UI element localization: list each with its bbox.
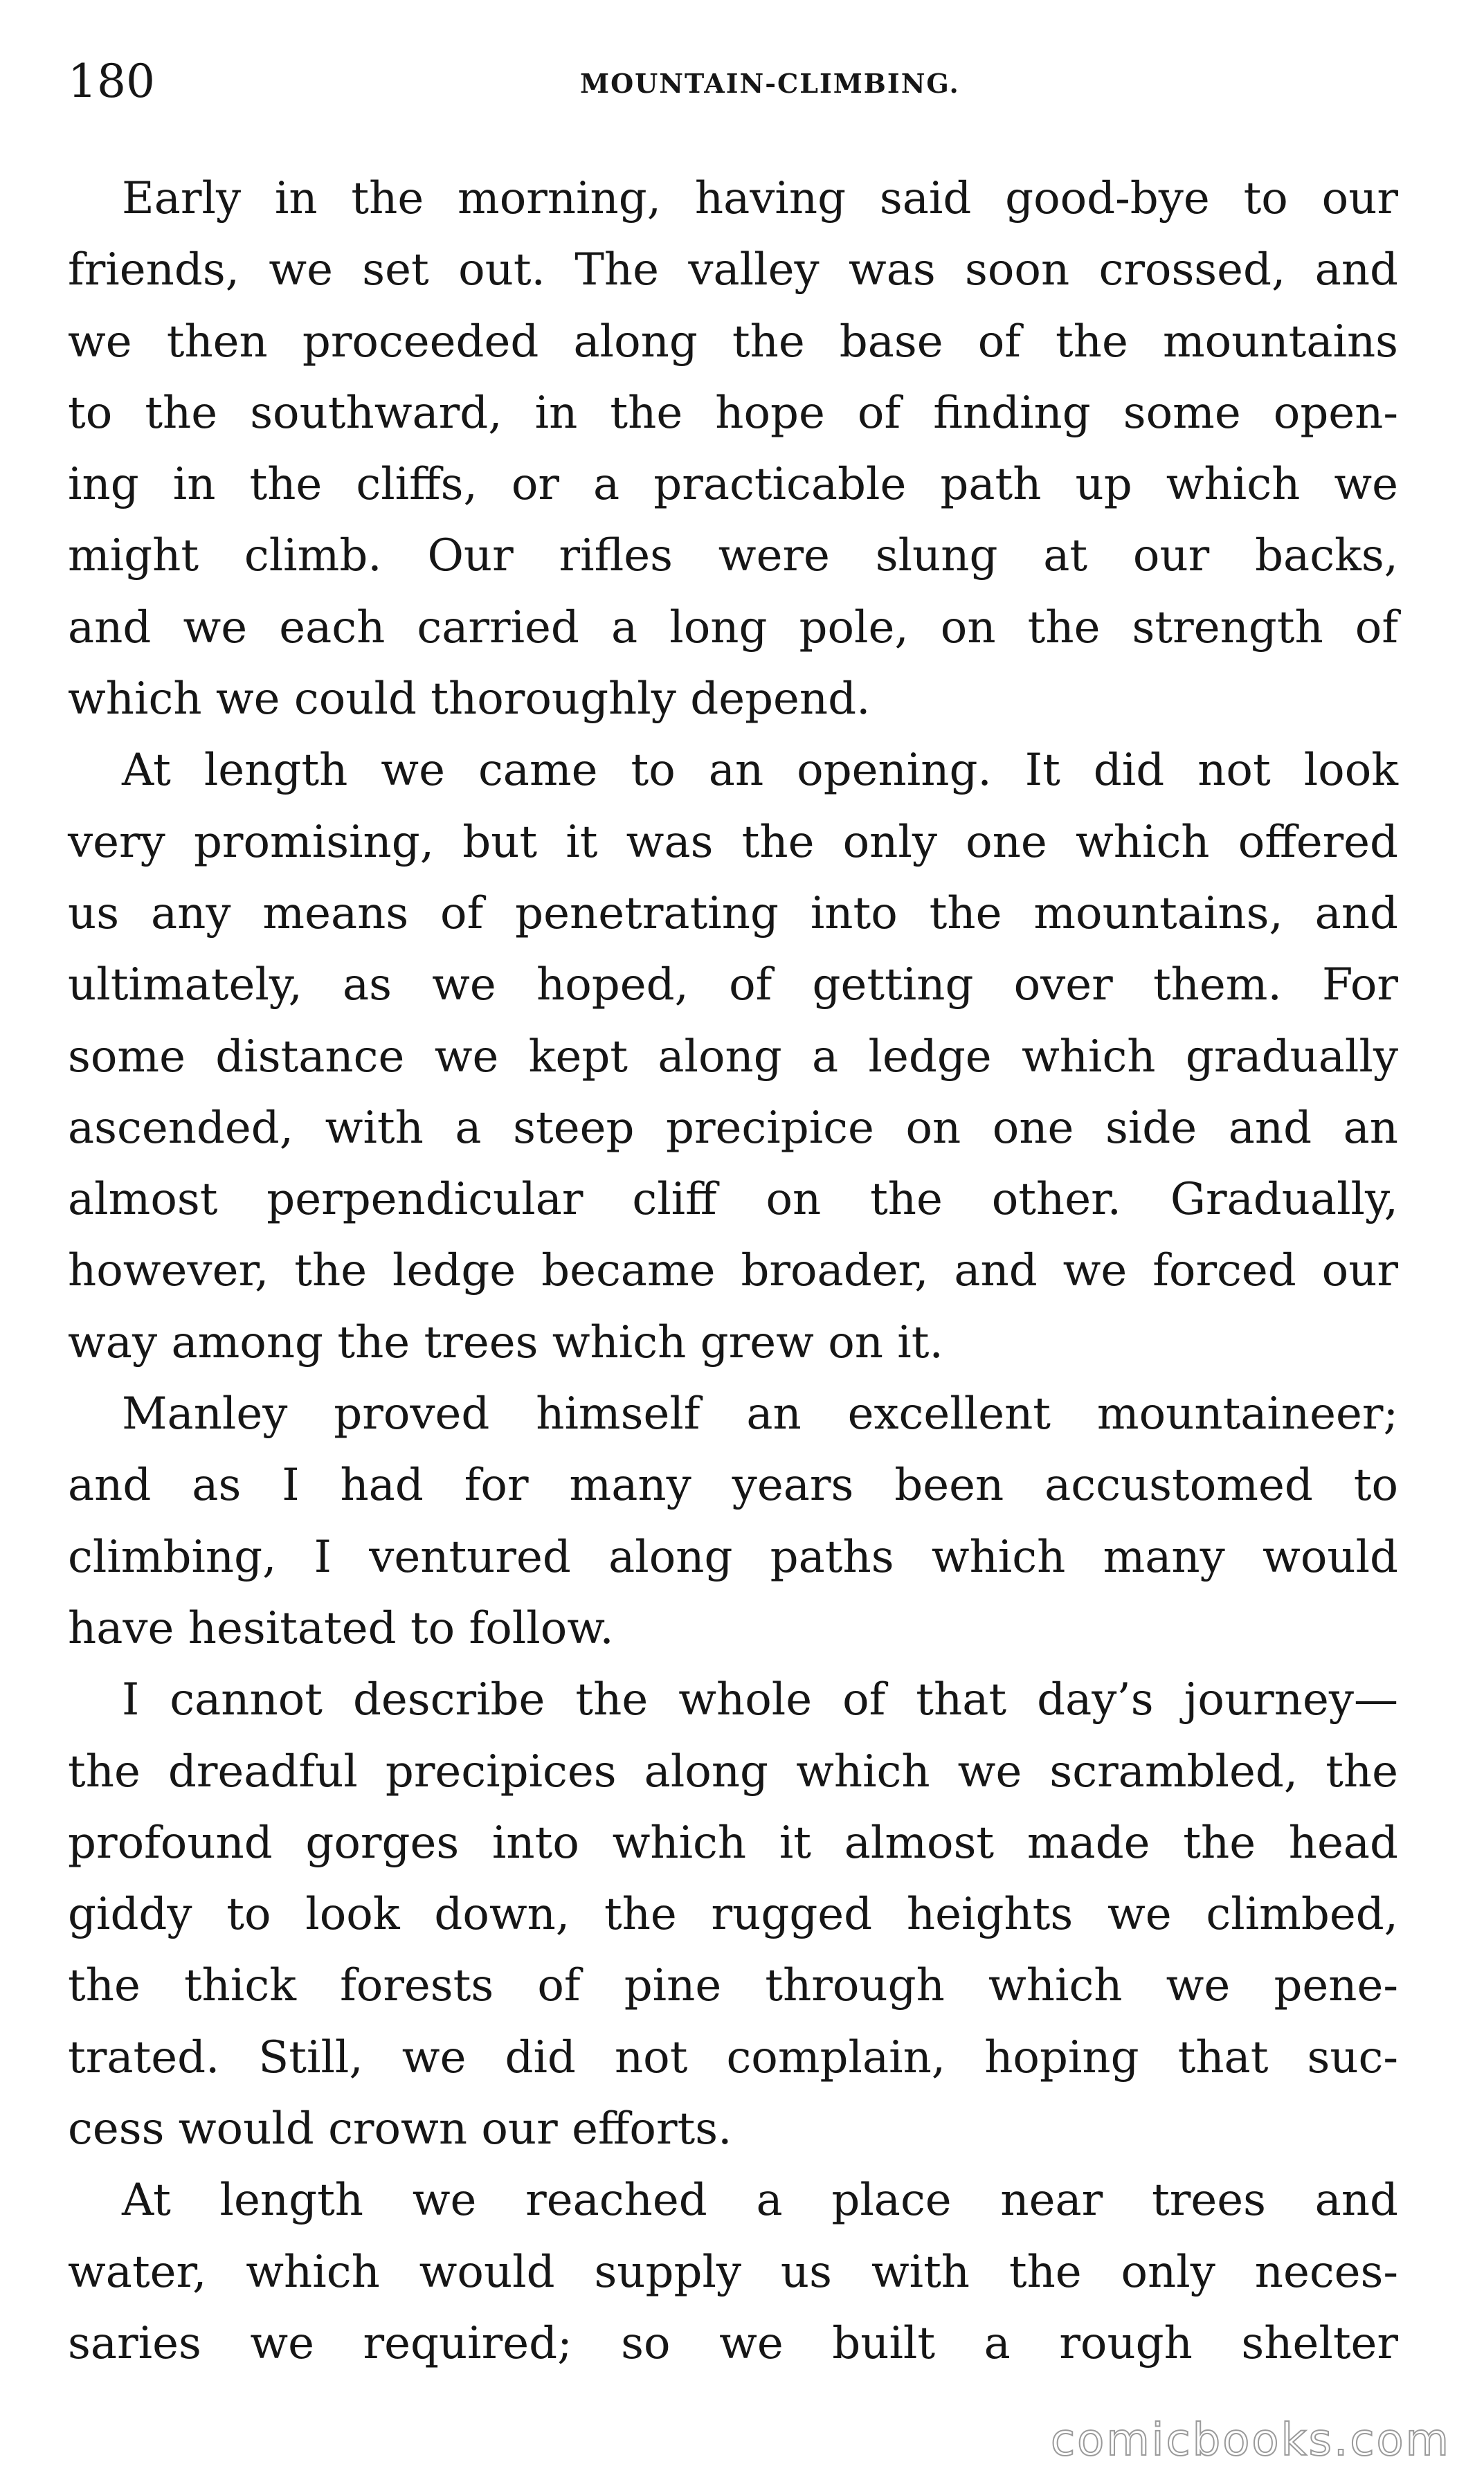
- running-title: MOUNTAIN-CLIMBING.: [580, 68, 960, 99]
- text-line: and as I had for many years been accustomed to: [68, 1460, 1398, 1512]
- text-line: ing in the cliffs, or a practicable path up which we: [68, 459, 1398, 511]
- text-line: water, which would supply us with the only neces-: [68, 2246, 1398, 2298]
- text-line: the thick forests of pine through which we pene-: [68, 1960, 1398, 2012]
- text-line: saries we required; so we built a rough shelter: [68, 2317, 1398, 2369]
- text-line: cess would crown our efforts.: [68, 2103, 732, 2155]
- text-line: Manley proved himself an excellent mountaineer;: [122, 1388, 1398, 1440]
- source-watermark: comicbooks.com: [1050, 2415, 1451, 2466]
- text-line: to the southward, in the hope of finding some open-: [68, 387, 1398, 439]
- text-line: might climb. Our rifles were slung at our backs,: [68, 530, 1398, 582]
- text-line: have hesitated to follow.: [68, 1602, 614, 1654]
- text-line: Early in the morning, having said good-bye to our: [122, 173, 1398, 224]
- page-number: 180: [68, 55, 155, 108]
- text-line: very promising, but it was the only one which offered: [68, 816, 1398, 868]
- text-line: giddy to look down, the rugged heights we climbed,: [68, 1889, 1398, 1941]
- text-line: At length we reached a place near trees and: [122, 2175, 1398, 2227]
- text-line: way among the trees which grew on it.: [68, 1316, 943, 1368]
- text-line: climbing, I ventured along paths which many would: [68, 1531, 1398, 1583]
- text-line: we then proceeded along the base of the mountains: [68, 316, 1398, 368]
- running-head: [68, 48, 1411, 118]
- text-line: friends, we set out. The valley was soon crossed, and: [68, 244, 1398, 296]
- text-line: I cannot describe the whole of that day’s journey—: [122, 1674, 1398, 1726]
- paragraph-1: [68, 163, 1398, 735]
- text-line: At length we came to an opening. It did not look: [122, 745, 1398, 797]
- paragraph-2: [68, 735, 1398, 1379]
- text-line: and we each carried a long pole, on the strength of: [68, 601, 1398, 653]
- paragraph-4: [68, 1665, 1398, 2165]
- text-line: us any means of penetrating into the mountains, and: [68, 887, 1398, 939]
- paragraph-3: [68, 1379, 1398, 1665]
- text-line: the dreadful precipices along which we scrambled, the: [68, 1746, 1398, 1797]
- text-line: which we could thoroughly depend.: [68, 673, 871, 725]
- text-line: ascended, with a steep precipice on one side and an: [68, 1102, 1398, 1154]
- text-line: some distance we kept along a ledge which gradually: [68, 1031, 1398, 1083]
- text-line: almost perpendicular cliff on the other. Gradually,: [68, 1174, 1398, 1226]
- text-line: ultimately, as we hoped, of getting over them. For: [68, 959, 1398, 1011]
- text-line: profound gorges into which it almost made the head: [68, 1817, 1398, 1869]
- body-text: [68, 163, 1398, 2380]
- paragraph-5: [68, 2165, 1398, 2380]
- text-line: however, the ledge became broader, and we forced our: [68, 1245, 1398, 1297]
- text-line: trated. Still, we did not complain, hoping that suc-: [68, 2031, 1398, 2083]
